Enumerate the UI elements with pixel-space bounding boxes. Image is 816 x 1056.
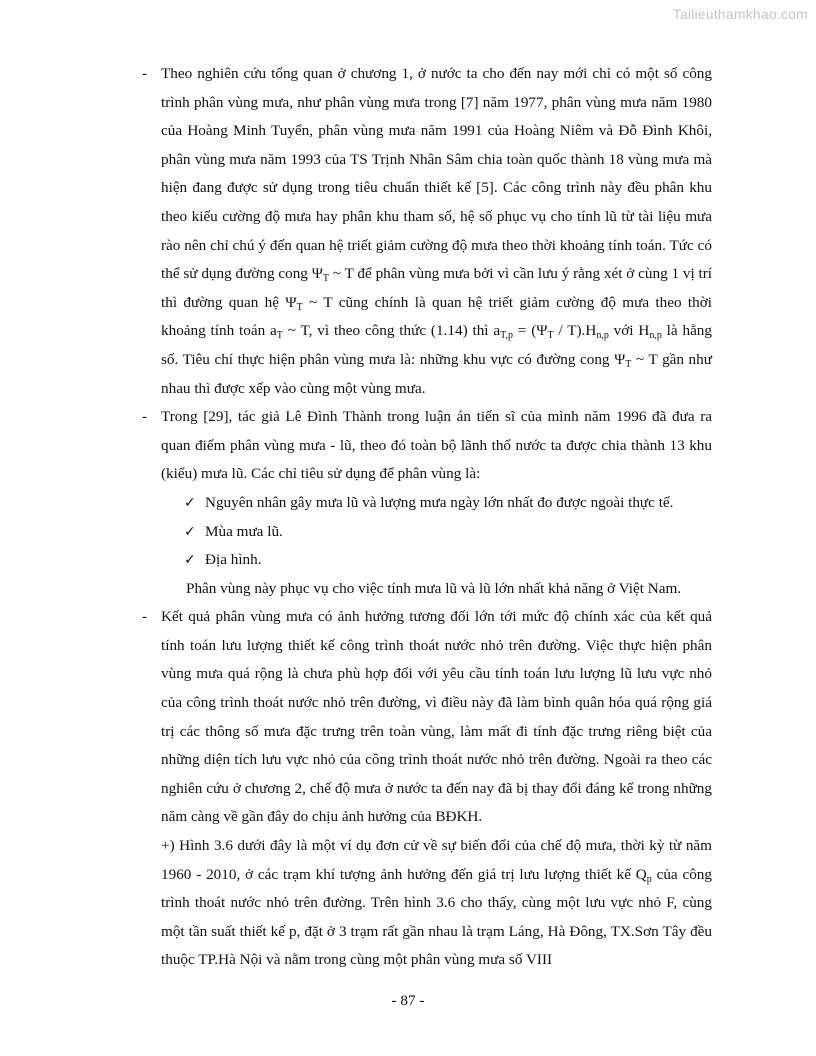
text-run: ~ T, vì theo công thức (1.14) thì a (282, 322, 501, 340)
page-body (142, 60, 712, 975)
bullet-dash: - (142, 408, 148, 426)
list-item-text: Địa hình. (205, 551, 262, 569)
text-run: = (Ψ (512, 322, 548, 340)
checkmark-icon: ✓ (184, 494, 196, 511)
subscript: n,p (649, 330, 662, 342)
criteria-list (142, 489, 712, 575)
subscript: T,p (500, 330, 513, 342)
subscript: n,p (596, 330, 609, 342)
page-number: - 87 - (391, 992, 425, 1009)
list-item (142, 489, 712, 518)
list-item (142, 518, 712, 547)
text-run: Kết quả phân vùng mưa có ảnh hưởng tương đối lớn tới mức độ chính xác của kết quả tính toán lưu lượng thiết kế công trình thoát nước nhỏ trên đường. Việc thực hiện phân vùng mưa quá rộng là chưa phù hợp đối với yêu cầu tính toán lưu lượng lũ lưu vực nhỏ của công trình thoát nước nhỏ trên đường, vì điều này đã làm bình quân hóa quá rộng giá trị các thông số mưa đặc trưng trên toàn vùng, làm mất đi tính đặc trưng riêng biệt của những diện tích lưu vực nhỏ của công trình thoát nước nhỏ trên đường. Ngoài ra theo các nghiên cứu ở chương 2, chế độ mưa ở nước ta đến nay đã bị thay đổi đáng kể trong những năm càng về gần đây do chịu ảnh hưởng của BĐKH. (161, 608, 712, 826)
checkmark-icon: ✓ (184, 523, 196, 540)
zoning-purpose-note: Phân vùng này phục vụ cho việc tính mưa lũ và lũ lớn nhất khả năng ở Việt Nam. (186, 579, 682, 597)
subscript: T (276, 330, 283, 342)
list-item-text: Nguyên nhân gây mưa lũ và lượng mưa ngày lớn nhất đo được ngoài thực tế. (205, 493, 674, 511)
bullet-dash: - (142, 65, 148, 82)
bullet-dash: - (142, 608, 148, 626)
subscript: T (547, 330, 554, 342)
text-run: ~ T cũng chính là quan hệ triết giảm cường độ mưa theo thời khoảng tính toán a (161, 293, 712, 340)
paragraph-figure-3-6-example (142, 832, 712, 975)
list-item-text: Mùa mưa lũ. (205, 522, 283, 540)
subscript: T (322, 273, 330, 285)
text-run: ~ T để phân vùng mưa bởi vì cần lưu ý rằng xét ở cùng 1 vị trí thì đường quan hệ Ψ (161, 265, 713, 311)
text-run: với H (608, 322, 650, 340)
watermark: Tailieuthamkhao.com (672, 6, 808, 22)
subscript: T (625, 358, 632, 370)
paragraph-le-dinh-thanh (142, 403, 712, 489)
subscript: T (296, 301, 303, 313)
checkmark-icon: ✓ (184, 552, 196, 569)
list-item (142, 546, 712, 575)
text-run: Theo nghiên cứu tổng quan ở chương 1, ở nước ta cho đến nay mới chỉ có một số công trình phân vùng mưa, như phân vùng mưa trong [7] năm 1977, phân vùng mưa năm 1980 của Hoàng Minh Tuyển, phân vùng mưa năm 1991 của Hoàng Niêm và Đỗ Đình Khôi, phân vùng mưa năm 1993 của TS Trịnh Nhân Sâm chia toàn quốc thành 18 vùng mưa mà hiện đang được sử dụng trong tiêu chuẩn thiết kế [5]. Các công trình này đều phân khu theo kiểu cường độ mưa hay phân khu tham số, hệ số phục vụ cho tính lũ từ tài liệu mưa rào nên chỉ chú ý đến quan hệ triết giảm cường độ mưa theo thời khoảng tính toán. Tức có thể sử dụng đường cong Ψ (161, 65, 712, 283)
text-run: Trong [29], tác giả Lê Đình Thành trong luận án tiến sĩ của mình năm 1996 đã đưa ra quan điểm phân vùng mưa - lũ, theo đó toàn bộ lãnh thổ nước ta được chia thành 13 khu (kiểu) mưa lũ. Các chỉ tiêu sử dụng để phân vùng là: (161, 408, 712, 483)
text-run: là hằng số. Tiêu chí thực hiện phân vùng mưa là: những khu vực có đường cong Ψ (161, 322, 712, 368)
text-run: +) Hình 3.6 dưới đây là một ví dụ đơn cử về sự biến đổi của chế độ mưa, thời kỳ từ năm 1960 - 2010, ở các trạm khí tượng ảnh hưởng đến giá trị lưu lượng thiết kế Q (161, 837, 712, 883)
paragraph-zoning-impact (142, 603, 712, 832)
subscript: p (646, 873, 652, 885)
text-run: / T).H (553, 322, 597, 340)
text-run: của công trình thoát nước nhỏ trên đường. Trên hình 3.6 cho thấy, cùng một lưu vực nhỏ F, cùng một tần suất thiết kế p, đặt ở 3 trạm rất gần nhau là trạm Láng, Hà Đông, TX.Sơn Tây đều thuộc TP.Hà Nội và nằm trong cùng một phân vùng mưa số VIII (161, 865, 712, 969)
paragraph-rain-zoning-history (142, 60, 712, 403)
text-run: ~ T gần như nhau thì được xếp vào cùng một vùng mưa. (161, 350, 712, 397)
